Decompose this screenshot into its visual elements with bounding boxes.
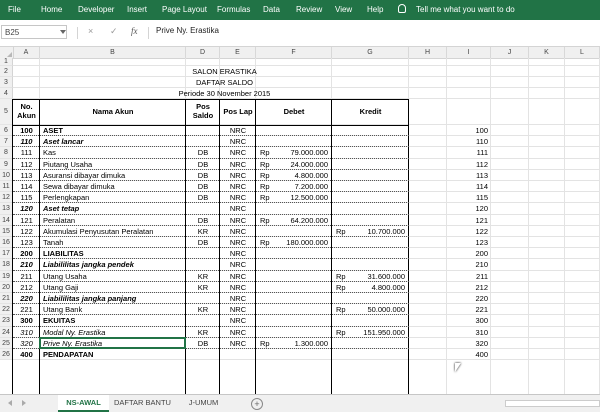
cell-nama-akun[interactable]: Aset tetap: [43, 204, 80, 214]
cell-nama-akun[interactable]: Akumulasi Penyusutan Peralatan: [43, 226, 154, 236]
row-header[interactable]: 10: [0, 170, 13, 181]
row-header[interactable]: 19: [0, 271, 13, 282]
header-pos-saldo[interactable]: Saldo: [192, 111, 214, 120]
cell-pos-saldo[interactable]: KR: [197, 282, 209, 292]
add-sheet-button[interactable]: +: [251, 398, 263, 410]
cell-no-akun[interactable]: 111: [20, 148, 33, 158]
header-kredit[interactable]: Kredit: [359, 107, 382, 116]
cell-pos-lap[interactable]: NRC: [229, 137, 247, 147]
sheet-tab-j-umum[interactable]: J-UMUM: [188, 398, 219, 407]
tab-view[interactable]: View: [335, 5, 353, 14]
cell-pos-lap[interactable]: NRC: [229, 327, 247, 337]
row-separator: [13, 258, 409, 259]
row-separator: [13, 303, 409, 304]
row-header[interactable]: 14: [0, 215, 13, 226]
cell-debet-currency[interactable]: Rp: [260, 170, 270, 180]
spreadsheet-grid[interactable]: [0, 47, 600, 394]
row-header[interactable]: 12: [0, 192, 13, 203]
cell-kredit[interactable]: 151.950.000: [363, 327, 405, 337]
row-header[interactable]: 17: [0, 248, 13, 259]
cell-pos-saldo[interactable]: KR: [197, 305, 209, 315]
scroll-right-icon[interactable]: [22, 400, 26, 406]
cell-pos-saldo[interactable]: DB: [197, 182, 209, 191]
cell-column-i[interactable]: 114: [476, 182, 488, 191]
cell-column-i[interactable]: 221: [475, 305, 488, 315]
cell-column-i[interactable]: 123: [475, 238, 488, 247]
ribbon-menu-bar: [0, 0, 600, 20]
cell-no-akun[interactable]: 120: [20, 204, 33, 214]
cell-pos-lap[interactable]: NRC: [229, 294, 247, 303]
tab-developer[interactable]: Developer: [78, 5, 115, 14]
header-pos-saldo[interactable]: Pos: [196, 102, 210, 111]
cell-pos-lap[interactable]: NRC: [229, 282, 247, 292]
row-separator: [13, 158, 409, 159]
cell-kredit[interactable]: [352, 349, 409, 360]
column-header[interactable]: J: [491, 47, 529, 58]
cell-nama-akun[interactable]: Liabililitas jangka pendek: [43, 260, 134, 270]
cell-debet[interactable]: 79.000.000: [290, 148, 328, 158]
cell-no-akun[interactable]: 115: [20, 193, 33, 203]
cell-nama-akun[interactable]: EKUITAS: [43, 316, 76, 326]
cell-no-akun[interactable]: 220: [20, 294, 33, 303]
tab-file[interactable]: File: [8, 5, 21, 14]
cell-pos-lap[interactable]: NRC: [229, 316, 247, 326]
mouse-pointer-icon: [455, 363, 461, 372]
row-header[interactable]: 9: [0, 159, 13, 170]
cell-nama-akun[interactable]: Sewa dibayar dimuka: [43, 182, 115, 191]
column-header[interactable]: I: [447, 47, 491, 58]
cell-pos-lap[interactable]: NRC: [229, 170, 247, 180]
lightbulb-icon: [398, 4, 406, 13]
cell-no-akun[interactable]: 122: [20, 226, 33, 236]
row-header[interactable]: 26: [0, 349, 13, 360]
cell-pos-saldo[interactable]: DB: [197, 170, 209, 180]
row-header[interactable]: 22: [0, 304, 13, 315]
cell-pos-lap[interactable]: NRC: [229, 148, 247, 158]
sheet-row: [0, 88, 600, 99]
column-header[interactable]: A: [13, 47, 40, 58]
column-header[interactable]: F: [256, 47, 332, 58]
function-icon[interactable]: fx: [131, 26, 138, 36]
cell-no-akun[interactable]: 300: [20, 316, 33, 326]
cell-pos-lap[interactable]: NRC: [229, 338, 247, 348]
cell-pos-lap[interactable]: NRC: [229, 271, 247, 281]
cell-column-i[interactable]: 211: [476, 271, 488, 281]
cell-debet[interactable]: 1.300.000: [294, 338, 328, 348]
cell-no-akun[interactable]: 121: [20, 215, 33, 225]
tab-home[interactable]: Home: [41, 5, 63, 14]
row-header[interactable]: 8: [0, 147, 13, 158]
row-separator: [13, 314, 409, 315]
cell-pos-saldo[interactable]: DB: [197, 215, 209, 225]
sheet-tab-ns-awal[interactable]: NS-AWAL: [58, 395, 109, 412]
cell-kredit-currency[interactable]: Rp: [336, 327, 346, 337]
cell-no-akun[interactable]: 123: [20, 238, 33, 247]
row-separator: [13, 326, 409, 327]
cell-kredit-currency[interactable]: Rp: [336, 305, 346, 315]
report-period[interactable]: Periode 30 November 2015: [178, 89, 271, 98]
cell-nama-akun[interactable]: LIABILITAS: [43, 249, 84, 259]
cell-kredit-currency[interactable]: [332, 349, 352, 360]
cell-kredit[interactable]: 10.700.000: [367, 226, 405, 236]
cell-debet[interactable]: 12.500.000: [290, 193, 328, 203]
cell-no-akun[interactable]: 211: [20, 271, 33, 281]
cell-pos-lap[interactable]: [220, 349, 256, 360]
sheet-row: [0, 66, 600, 77]
row-header[interactable]: 5: [0, 99, 13, 125]
header-no-akun[interactable]: Akun: [17, 111, 36, 120]
column-header[interactable]: K: [529, 47, 565, 58]
tab-data[interactable]: Data: [263, 5, 280, 14]
row-header[interactable]: 16: [0, 237, 13, 248]
row-separator: [13, 225, 409, 226]
row-header[interactable]: 7: [0, 136, 13, 147]
cell-no-akun[interactable]: 221: [20, 305, 33, 315]
cell-pos-saldo[interactable]: DB: [197, 159, 209, 169]
cell-column-i[interactable]: 400: [475, 350, 488, 359]
cell-nama-akun[interactable]: Utang Usaha: [43, 271, 87, 281]
cell-column-i[interactable]: 121: [475, 215, 488, 225]
report-title[interactable]: SALON ERASTIKA: [192, 67, 257, 76]
cell-debet-currency[interactable]: Rp: [260, 338, 270, 348]
cell-column-i[interactable]: 300: [475, 316, 488, 326]
row-separator: [13, 236, 409, 237]
sheet-row: [0, 349, 600, 360]
column-header[interactable]: L: [565, 47, 600, 58]
formula-bar: [0, 20, 600, 47]
formula-input[interactable]: Prive Ny. Erastika: [156, 26, 219, 35]
header-nama-akun[interactable]: Nama Akun: [92, 107, 134, 116]
tab-insert[interactable]: Insert: [127, 5, 148, 14]
cell-nama-akun[interactable]: Utang Gaji: [43, 282, 79, 292]
cell-column-i[interactable]: 110: [476, 137, 488, 147]
cell-debet[interactable]: 7.200.000: [294, 182, 328, 191]
cell-no-akun[interactable]: 110: [20, 137, 33, 147]
row-separator: [13, 180, 409, 181]
cell-kredit-currency[interactable]: Rp: [336, 271, 346, 281]
header-pos-lap[interactable]: Pos Lap: [223, 107, 253, 116]
cell-nama-akun[interactable]: Liabililitas jangka panjang: [43, 294, 137, 303]
cell-column-i[interactable]: 220: [475, 294, 488, 303]
cell-nama-akun[interactable]: Piutang Usaha: [43, 159, 93, 169]
cell-pos-lap[interactable]: NRC: [229, 260, 247, 270]
cell-no-akun[interactable]: 200: [20, 249, 33, 259]
cell-column-i[interactable]: 100: [475, 126, 488, 135]
cell-nama-akun[interactable]: Kas: [43, 148, 56, 158]
sheet-row: [0, 58, 600, 66]
cell-nama-akun[interactable]: Aset lancar: [43, 137, 84, 147]
cell-column-i[interactable]: 115: [476, 193, 488, 203]
cell-no-akun[interactable]: 310: [20, 327, 33, 337]
row-separator: [13, 292, 409, 293]
cell-column-i[interactable]: 122: [475, 226, 488, 236]
cell-pos-lap[interactable]: NRC: [229, 226, 247, 236]
cell-column-i[interactable]: 212: [475, 282, 488, 292]
cell-no-akun[interactable]: 100: [20, 126, 33, 135]
cell-nama-akun[interactable]: Prive Ny. Erastika: [43, 338, 103, 348]
cell-nama-akun[interactable]: Modal Ny. Erastika: [43, 327, 106, 337]
cell-pos-lap[interactable]: NRC: [229, 193, 247, 203]
cell-pos-lap[interactable]: NRC: [229, 249, 247, 259]
sheet-tab-daftar-bantu[interactable]: DAFTAR BANTU: [114, 398, 171, 407]
cell-pos-lap[interactable]: NRC: [229, 126, 247, 135]
cell-column-i[interactable]: 120: [475, 204, 488, 214]
cell-debet-currency[interactable]: Rp: [260, 238, 270, 247]
row-header[interactable]: 13: [0, 203, 13, 214]
cell-column-i[interactable]: 310: [475, 327, 488, 337]
row-header[interactable]: 18: [0, 259, 13, 270]
row-separator: [13, 202, 409, 203]
scroll-left-icon[interactable]: [8, 400, 12, 406]
cell-column-i[interactable]: 113: [476, 170, 488, 180]
header-no-akun[interactable]: No.: [20, 102, 33, 111]
cell-pos-saldo[interactable]: DB: [197, 238, 209, 247]
cell-column-i[interactable]: 320: [475, 338, 488, 348]
cell-debet-currency[interactable]: Rp: [260, 148, 270, 158]
cell-pos-saldo[interactable]: [186, 349, 220, 360]
row-header[interactable]: 21: [0, 293, 13, 304]
cell-pos-lap[interactable]: NRC: [229, 215, 247, 225]
cell-no-akun[interactable]: 113: [20, 170, 33, 180]
horizontal-scrollbar[interactable]: [505, 400, 600, 407]
cell-pos-saldo[interactable]: KR: [197, 327, 209, 337]
row-header[interactable]: 20: [0, 282, 13, 293]
table-border: [12, 99, 409, 100]
cell-nama-akun[interactable]: Utang Bank: [43, 305, 83, 315]
cell-no-akun[interactable]: 114: [20, 182, 33, 191]
divider: [148, 27, 149, 39]
column-header[interactable]: H: [409, 47, 447, 58]
cell-column-i[interactable]: 210: [475, 260, 488, 270]
row-header[interactable]: 23: [0, 315, 13, 326]
cell-pos-saldo[interactable]: KR: [197, 226, 209, 236]
row-separator: [13, 135, 409, 136]
cell-nama-akun[interactable]: Tanah: [43, 238, 64, 247]
cell-debet[interactable]: 4.800.000: [294, 170, 328, 180]
cell-column-i[interactable]: 112: [476, 159, 488, 169]
cell-debet-currency[interactable]: [256, 349, 276, 360]
select-all-corner[interactable]: [0, 47, 14, 58]
cell-debet-currency[interactable]: Rp: [260, 193, 270, 203]
row-separator: [13, 281, 409, 282]
row-separator: [13, 270, 409, 271]
cell-debet-currency[interactable]: Rp: [260, 159, 270, 169]
cell-nama-akun[interactable]: ASET: [43, 126, 64, 135]
cell-debet-currency[interactable]: Rp: [260, 182, 270, 191]
row-header[interactable]: 11: [0, 181, 13, 192]
row-separator: [13, 214, 409, 215]
column-header[interactable]: D: [186, 47, 220, 58]
row-separator: [13, 146, 409, 147]
cell-column-i[interactable]: 200: [475, 249, 488, 259]
cell-nama-akun[interactable]: Asuransi dibayar dimuka: [43, 170, 126, 180]
column-header[interactable]: B: [40, 47, 186, 58]
sheet-row: [0, 77, 600, 88]
cell-kredit-currency[interactable]: Rp: [336, 282, 346, 292]
cell-no-akun[interactable]: 112: [20, 159, 33, 169]
cell-debet[interactable]: 64.200.000: [290, 215, 328, 225]
divider: [77, 27, 78, 39]
row-header[interactable]: 2: [0, 66, 13, 77]
cell-no-akun[interactable]: 320: [20, 338, 33, 348]
enter-icon[interactable]: ✓: [110, 26, 118, 36]
cell-pos-saldo[interactable]: KR: [197, 271, 209, 281]
cell-column-i[interactable]: 111: [476, 148, 488, 158]
cell-pos-lap[interactable]: NRC: [229, 182, 247, 191]
tab-help[interactable]: Help: [367, 5, 384, 14]
row-separator: [13, 191, 409, 192]
sheet-row: [0, 99, 600, 125]
sheet-tab-bar: [0, 394, 600, 412]
cell-debet[interactable]: 180.000.000: [286, 238, 328, 247]
cell-debet[interactable]: [276, 349, 332, 360]
cell-pos-saldo[interactable]: DB: [197, 148, 209, 158]
tab-review[interactable]: Review: [296, 5, 323, 14]
report-subtitle[interactable]: DAFTAR SALDO: [196, 78, 253, 87]
tab-formulas[interactable]: Formulas: [217, 5, 251, 14]
tab-page-layout[interactable]: Page Layout: [162, 5, 207, 14]
cell-pos-saldo[interactable]: DB: [197, 193, 209, 203]
cell-nama-akun[interactable]: Peralatan: [43, 215, 76, 225]
row-header[interactable]: 6: [0, 125, 13, 136]
tell-me-search[interactable]: Tell me what you want to do: [416, 5, 515, 14]
table-border: [12, 125, 409, 126]
header-debet[interactable]: Debet: [283, 107, 305, 116]
row-header[interactable]: 3: [0, 77, 13, 88]
row-separator: [13, 169, 409, 170]
cell-kredit[interactable]: 31.600.000: [367, 271, 405, 281]
cell-kredit[interactable]: 4.800.000: [371, 282, 405, 292]
cell-no-akun[interactable]: 210: [20, 260, 33, 270]
cell-debet[interactable]: 24.000.000: [290, 159, 328, 169]
cell-no-akun[interactable]: 212: [20, 282, 33, 292]
row-header[interactable]: 1: [0, 58, 13, 66]
name-box[interactable]: B25: [1, 25, 67, 39]
cell-pos-lap[interactable]: NRC: [229, 305, 247, 315]
cell-debet-currency[interactable]: Rp: [260, 215, 270, 225]
cell-kredit-currency[interactable]: Rp: [336, 226, 346, 236]
cell-nama-akun[interactable]: PENDAPATAN: [43, 350, 94, 359]
row-header[interactable]: 24: [0, 327, 13, 338]
row-header[interactable]: 15: [0, 226, 13, 237]
column-header[interactable]: E: [220, 47, 256, 58]
row-header[interactable]: 4: [0, 88, 13, 99]
cell-nama-akun[interactable]: Perlengkapan: [43, 193, 90, 203]
cell-pos-saldo[interactable]: DB: [197, 338, 209, 348]
cancel-icon[interactable]: ×: [88, 26, 94, 36]
cell-pos-lap[interactable]: NRC: [229, 238, 247, 247]
cell-pos-lap[interactable]: NRC: [229, 159, 247, 169]
chevron-down-icon[interactable]: [60, 30, 66, 34]
column-header[interactable]: G: [332, 47, 409, 58]
active-cell-outline: [39, 337, 186, 349]
cell-no-akun[interactable]: 400: [20, 350, 33, 359]
row-header[interactable]: 25: [0, 338, 13, 349]
cell-kredit[interactable]: 50.000.000: [367, 305, 405, 315]
row-separator: [13, 247, 409, 248]
cell-pos-lap[interactable]: NRC: [229, 204, 247, 214]
